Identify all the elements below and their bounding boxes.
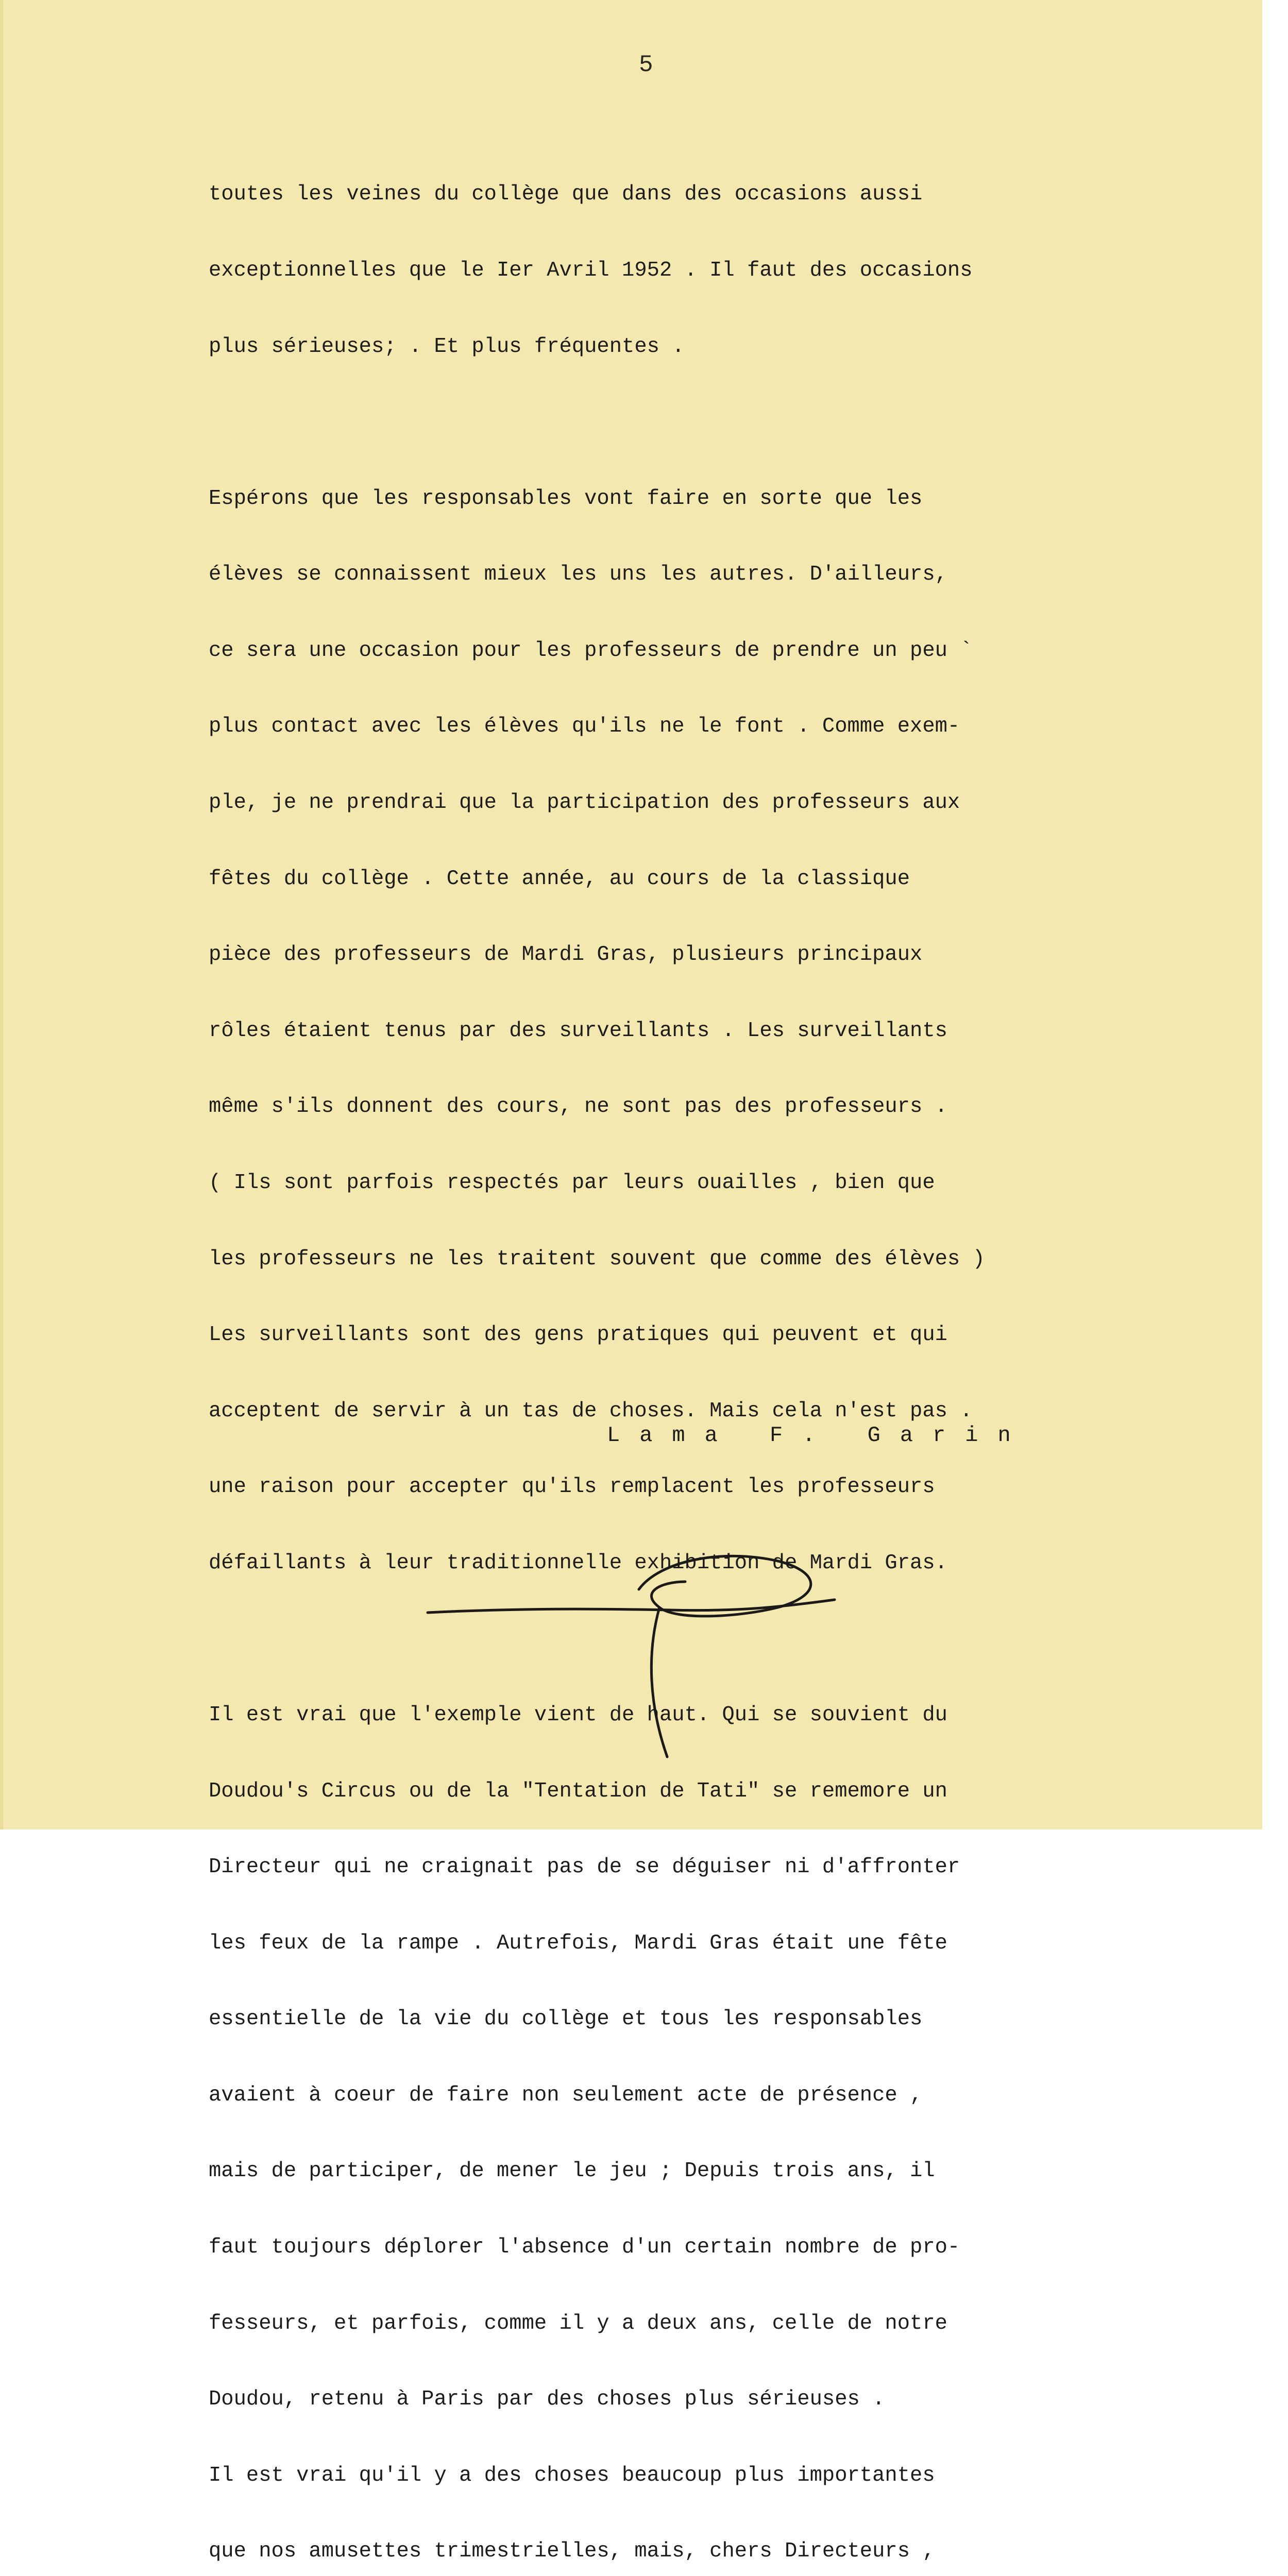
text-line: Il est vrai que l'exemple vient de haut. Qui se souvient du (209, 1703, 1218, 1728)
text-line: rôles étaient tenus par des surveillants . Les surveillants (209, 1019, 1218, 1044)
text-line: même s'ils donnent des cours, ne sont pas des professeurs . (209, 1094, 1218, 1120)
text-line: fesseurs, et parfois, comme il y a deux ans, celle de notre (209, 2311, 1218, 2336)
text-line: toutes les veines du collège que dans des occasions aussi (209, 182, 1218, 207)
text-line: Doudou's Circus ou de la "Tentation de Tati" se rememore un (209, 1779, 1218, 1804)
text-line: ( Ils sont parfois respectés par leurs ouailles , bien que (209, 1171, 1218, 1196)
text-line: faut toujours déplorer l'absence d'un certain nombre de pro- (209, 2235, 1218, 2260)
text-line: essentielle de la vie du collège et tous les responsables (209, 2007, 1218, 2032)
text-line: Directeur qui ne craignait pas de se déguiser ni d'affronter (209, 1855, 1218, 1880)
paragraph-2 (209, 435, 1218, 1626)
text-line: une raison pour accepter qu'ils remplacent les professeurs (209, 1475, 1218, 1500)
text-line: fêtes du collège . Cette année, au cours de la classique (209, 867, 1218, 892)
paragraph-1 (209, 131, 1218, 410)
text-line: avaient à coeur de faire non seulement acte de présence , (209, 2083, 1218, 2108)
text-line: les feux de la rampe . Autrefois, Mardi Gras était une fête (209, 1931, 1218, 1956)
text-line: plus sérieuses; . Et plus fréquentes . (209, 334, 1218, 360)
text-line: Espérons que les responsables vont faire en sorte que les (209, 486, 1218, 512)
text-line: plus contact avec les élèves qu'ils ne le font . Comme exem- (209, 714, 1218, 739)
page-number: 5 (639, 52, 653, 78)
text-line: ce sera une occasion pour les professeurs de prendre un peu ` (209, 638, 1218, 664)
text-line: les professeurs ne les traitent souvent que comme des élèves ) (209, 1247, 1218, 1272)
text-line: ple, je ne prendrai que la participation des professeurs aux (209, 790, 1218, 816)
text-line: Doudou, retenu à Paris par des choses plus sérieuses . (209, 2387, 1218, 2412)
text-line: mais de participer, de mener le jeu ; Depuis trois ans, il (209, 2159, 1218, 2184)
signature-name: Lama F. Garin (607, 1423, 1030, 1448)
text-line: que nos amusettes trimestrielles, mais, chers Directeurs , (209, 2539, 1218, 2564)
handwritten-signature (417, 1551, 881, 1767)
text-line: pièce des professeurs de Mardi Gras, plusieurs principaux (209, 942, 1218, 968)
letter-body (209, 131, 1218, 2576)
text-line: exceptionnelles que le Ier Avril 1952 . Il faut des occasions (209, 258, 1218, 283)
paragraph-3 (209, 1652, 1218, 2576)
text-line: acceptent de servir à un tas de choses. Mais cela n'est pas . (209, 1399, 1218, 1424)
text-line: Il est vrai qu'il y a des choses beaucoup plus importantes (209, 2463, 1218, 2488)
text-line: élèves se connaissent mieux les uns les autres. D'ailleurs, (209, 562, 1218, 587)
text-line: défaillants à leur traditionnelle exhibition de Mardi Gras. (209, 1551, 1218, 1576)
text-line: Les surveillants sont des gens pratiques qui peuvent et qui (209, 1323, 1218, 1348)
